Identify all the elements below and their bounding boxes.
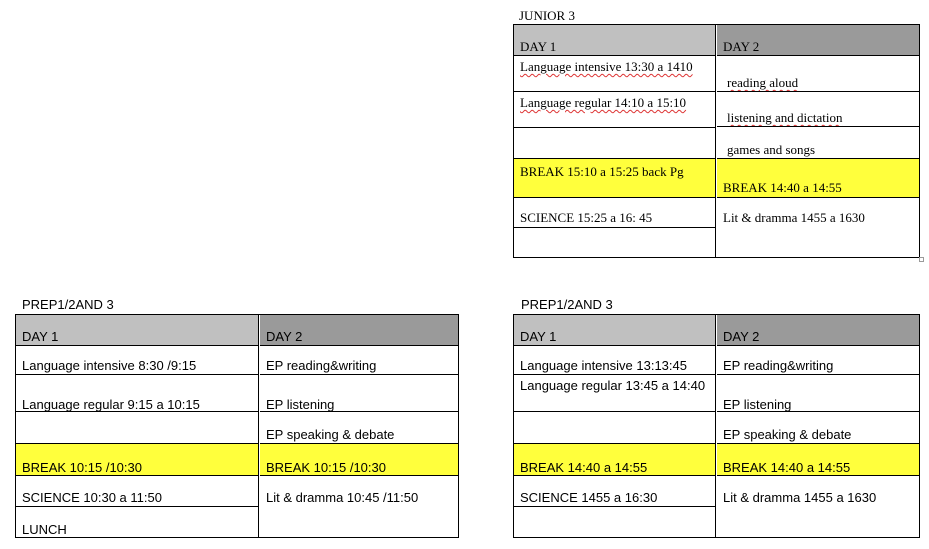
table-resize-handle[interactable] bbox=[919, 257, 924, 262]
prep-morning-title: PREP1/2AND 3 bbox=[22, 297, 114, 312]
schedule-cell[interactable]: EP listening bbox=[717, 374, 919, 411]
schedule-cell[interactable]: Language regular 9:15 a 10:15 bbox=[16, 374, 259, 411]
day-2-header: DAY 2 bbox=[717, 315, 919, 345]
schedule-cell[interactable]: Language intensive 13:30 a 1410 bbox=[514, 55, 716, 91]
day-1-column bbox=[514, 315, 716, 537]
schedule-cell[interactable]: SCIENCE 10:30 a 11:50 bbox=[16, 475, 259, 506]
break-cell[interactable]: BREAK 14:40 a 14:55 bbox=[717, 158, 919, 197]
day-1-header: DAY 1 bbox=[514, 25, 716, 55]
break-cell[interactable]: BREAK 14:40 a 14:55 bbox=[514, 443, 716, 475]
schedule-cell[interactable]: SCIENCE 1455 a 16:30 bbox=[514, 475, 716, 506]
schedule-cell[interactable] bbox=[16, 411, 259, 443]
schedule-cell[interactable]: listening and dictation bbox=[717, 91, 919, 126]
day-1-column bbox=[16, 315, 259, 537]
schedule-cell[interactable]: Language intensive 13:13:45 bbox=[514, 345, 716, 374]
junior-3-title: JUNIOR 3 bbox=[519, 8, 575, 23]
day-2-column bbox=[717, 315, 919, 537]
column-divider bbox=[715, 25, 716, 257]
break-cell[interactable]: BREAK 14:40 a 14:55 bbox=[717, 443, 919, 475]
day-2-header: DAY 2 bbox=[260, 315, 458, 345]
schedule-cell[interactable]: Language intensive 8:30 /9:15 bbox=[16, 345, 259, 374]
day-2-column bbox=[717, 25, 919, 257]
schedule-cell[interactable]: Lit & dramma 1455 a 1630 bbox=[717, 197, 919, 257]
lunch-cell[interactable]: LUNCH bbox=[16, 506, 259, 537]
column-divider bbox=[258, 315, 259, 537]
prep-afternoon-title: PREP1/2AND 3 bbox=[521, 297, 613, 312]
day-2-header: DAY 2 bbox=[717, 25, 919, 55]
schedule-cell[interactable]: reading aloud bbox=[717, 55, 919, 91]
prep-afternoon-schedule-table bbox=[513, 314, 920, 538]
break-cell[interactable]: BREAK 10:15 /10:30 bbox=[16, 443, 259, 475]
column-divider bbox=[715, 315, 716, 537]
schedule-cell[interactable]: EP speaking & debate bbox=[717, 411, 919, 443]
junior-3-schedule-table bbox=[513, 24, 920, 258]
day-1-header: DAY 1 bbox=[16, 315, 259, 345]
schedule-cell[interactable]: EP reading&writing bbox=[717, 345, 919, 374]
schedule-cell[interactable] bbox=[514, 227, 716, 257]
schedule-cell[interactable]: SCIENCE 15:25 a 16: 45 bbox=[514, 197, 716, 227]
break-cell[interactable]: BREAK 15:10 a 15:25 back Pg bbox=[514, 158, 716, 197]
schedule-cell[interactable]: EP listening bbox=[260, 374, 458, 411]
break-cell[interactable]: BREAK 10:15 /10:30 bbox=[260, 443, 458, 475]
schedule-cell[interactable]: Lit & dramma 10:45 /11:50 bbox=[260, 475, 458, 537]
schedule-cell[interactable]: Language regular 14:10 a 15:10 bbox=[514, 91, 716, 127]
schedule-cell[interactable]: Lit & dramma 1455 a 1630 bbox=[717, 475, 919, 537]
prep-morning-schedule-table bbox=[15, 314, 459, 538]
schedule-cell[interactable]: EP reading&writing bbox=[260, 345, 458, 374]
schedule-cell[interactable] bbox=[514, 506, 716, 537]
schedule-cell[interactable]: games and songs bbox=[717, 126, 919, 158]
schedule-cell[interactable]: EP speaking & debate bbox=[260, 411, 458, 443]
schedule-cell[interactable] bbox=[514, 411, 716, 443]
schedule-cell[interactable]: Language regular 13:45 a 14:40 bbox=[514, 374, 716, 411]
day-2-column bbox=[260, 315, 458, 537]
day-1-header: DAY 1 bbox=[514, 315, 716, 345]
schedule-cell[interactable] bbox=[514, 127, 716, 158]
day-1-column bbox=[514, 25, 716, 257]
